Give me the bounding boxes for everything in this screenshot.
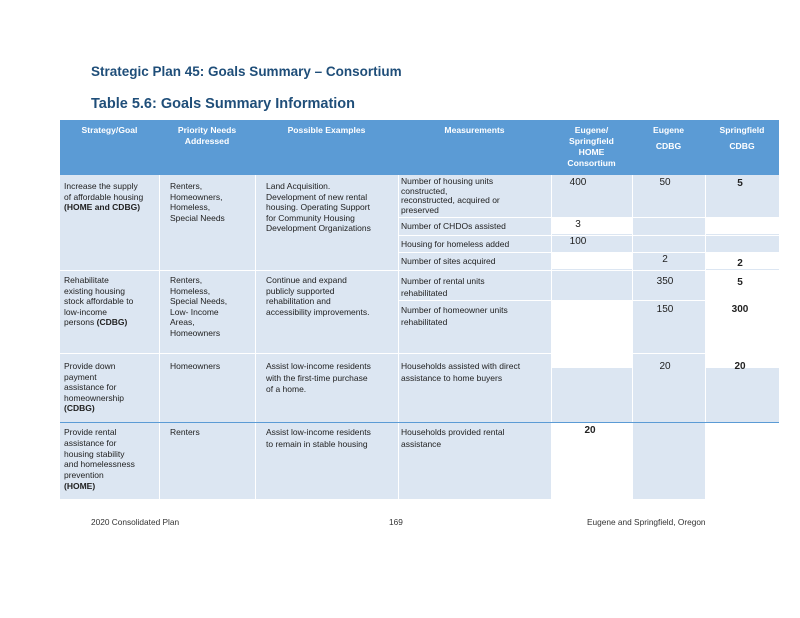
row1-need: Renters, [170, 181, 203, 191]
row3-needs [170, 361, 220, 372]
row4-goal-line: Provide rental [64, 427, 117, 437]
measure-line: Number of homeowner units [401, 305, 508, 315]
header-strategy: Strategy/Goal [81, 125, 138, 135]
measure-line: rehabilitated [401, 287, 448, 298]
row4-goal-line: assistance for [64, 437, 117, 448]
row4-goal-line: and homelessness [64, 459, 135, 470]
value-eugene-sites: 2 [662, 254, 668, 265]
section-title: Strategic Plan 45: Goals Summary – Consortium [91, 64, 402, 79]
footer-location: Eugene and Springfield, Oregon [587, 517, 706, 527]
header-springfield-line-1: Springfield [719, 125, 765, 135]
measure-line: reconstructed, acquired or [401, 195, 500, 205]
row1-example-line: Land Acquisition. [266, 181, 331, 191]
value-springfield-down-payment: 20 [734, 361, 746, 372]
value-springfield-rental-units: 5 [737, 277, 743, 288]
row4-goal [64, 427, 135, 492]
row2-goal-line: existing housing [64, 285, 125, 296]
header-springfield-line-2: CDBG [729, 141, 755, 151]
measure-homeowner-units [401, 305, 508, 328]
row2-example-line: publicly supported [266, 285, 335, 296]
measure-homeless-housing: Housing for homeless added [401, 239, 510, 249]
value-eugene-housing-units: 50 [659, 177, 671, 188]
header-priority-needs [159, 125, 255, 147]
row3-goal-line: Provide down [64, 361, 116, 371]
row4-example-line: Assist low-income residents [266, 427, 371, 437]
header-eugene-cdbg [632, 125, 705, 152]
row4-example-line: to remain in stable housing [266, 438, 368, 449]
table-title: Table 5.6: Goals Summary Information [91, 96, 356, 112]
row1-goal-line: Increase the supply [64, 181, 138, 191]
row3-goal [64, 361, 124, 414]
row3-example-line: with the first-time purchase [266, 372, 368, 383]
header-home-consortium [551, 125, 632, 169]
row2-need: Special Needs, [170, 296, 228, 306]
measure-line: assistance [401, 438, 442, 449]
row4-examples [266, 427, 371, 450]
value-eugene-down-payment: 20 [659, 361, 671, 372]
measure-line: Households assisted with direct [401, 361, 521, 371]
row2-need: Areas, [170, 317, 195, 327]
measure-line: Number of housing units [401, 176, 494, 186]
value-home-housing-units: 400 [569, 177, 587, 188]
row1-examples [266, 181, 371, 234]
value-home-homeless-housing: 100 [569, 236, 587, 247]
row1-needs [170, 181, 225, 223]
row2-need: Low- Income [170, 306, 219, 317]
header-priority-line-2: Addressed [184, 136, 230, 146]
row3-goal-program: (CDBG) [64, 403, 95, 413]
cell-white [552, 253, 632, 269]
value-springfield-homeowner-units: 300 [731, 304, 749, 315]
row2-goal-line [64, 317, 133, 328]
row2-goal-line: low-income [64, 306, 107, 317]
row1-example-line: Development Organizations [266, 223, 371, 233]
cell-white [706, 423, 779, 499]
row3-goal-line: assistance for [64, 382, 117, 392]
header-home-line-3: HOME [578, 147, 605, 157]
row3-example-line: Assist low-income residents [266, 361, 371, 371]
row4-goal-program: (HOME) [64, 480, 96, 491]
goals-summary-table [60, 120, 779, 499]
measure-rental-units [401, 276, 485, 299]
row4-needs [170, 427, 200, 438]
measure-rental-assistance [401, 427, 504, 450]
row1-need: Homeless, [170, 202, 211, 212]
row2-need: Renters, [170, 275, 203, 285]
footer-page-number: 169 [389, 517, 403, 527]
header-home-line-1: Eugene/ [574, 125, 609, 135]
measure-sites-acquired: Number of sites acquired [401, 256, 496, 266]
row2-need: Homeowners [170, 327, 221, 338]
measure-down-payment [401, 361, 520, 384]
row2-goal [64, 275, 133, 328]
row2-goal-program: (CDBG) [96, 317, 128, 327]
value-springfield-sites: 2 [737, 258, 743, 269]
row1-example-line: for Community Housing [266, 212, 355, 223]
row1-need: Homeowners, [170, 191, 223, 202]
measure-line: constructed, [401, 185, 448, 196]
value-eugene-homeowner-units: 150 [656, 304, 674, 315]
measure-housing-units [401, 177, 500, 215]
row2-example-line: Continue and expand [266, 275, 347, 285]
row2-example-line: rehabilitation and [266, 296, 331, 306]
row2-goal-line: stock affordable to [64, 296, 134, 306]
header-eugene-line-1: Eugene [652, 125, 685, 135]
row3-examples [266, 361, 371, 396]
value-springfield-housing-units: 5 [737, 178, 743, 189]
row2-examples [266, 275, 369, 317]
row3-goal-line: payment [64, 371, 97, 382]
row2-goal-line: Rehabilitate [64, 275, 109, 285]
row1-example-line: Development of new rental [266, 191, 368, 202]
row1-goal-line: of affordable housing [64, 191, 144, 202]
row3-example-line: of a home. [266, 384, 307, 394]
value-home-chdos: 3 [575, 219, 581, 230]
row2-needs [170, 275, 227, 338]
value-eugene-rental-units: 350 [656, 276, 674, 287]
row4-need: Renters [170, 427, 200, 437]
row1-need: Special Needs [170, 212, 225, 223]
row1-example-line: housing. Operating Support [266, 202, 370, 212]
cell-white [706, 218, 779, 234]
row2-example-line: accessibility improvements. [266, 306, 370, 317]
measure-line: rehabilitated [401, 316, 448, 327]
row2-need: Homeless, [170, 285, 211, 296]
measure-line: preserved [401, 204, 439, 215]
footer-document-name: 2020 Consolidated Plan [91, 517, 180, 527]
row1-goal-program: (HOME and CDBG) [64, 202, 141, 212]
header-home-line-2: Springfield [569, 136, 614, 146]
row3-goal-line: homeownership [64, 392, 125, 403]
header-springfield-cdbg [705, 125, 779, 152]
cell-white [552, 301, 632, 368]
measure-line: Number of rental units [401, 276, 485, 286]
header-home-line-4: Consortium [567, 158, 616, 168]
row3-need: Homeowners [170, 361, 221, 371]
row4-goal-line: housing stability [64, 448, 125, 459]
header-priority-line-1: Priority Needs [177, 125, 237, 135]
measure-line: Households provided rental [401, 427, 505, 437]
header-eugene-line-2: CDBG [655, 141, 682, 151]
measure-line: assistance to home buyers [401, 372, 503, 383]
measure-chdos: Number of CHDOs assisted [401, 221, 506, 231]
row1-goal [64, 181, 143, 213]
row4-goal-line: prevention [64, 470, 104, 481]
value-home-rental-assistance: 20 [584, 425, 596, 436]
header-possible-examples: Possible Examples [287, 125, 366, 135]
row2-goal-persons: persons [64, 317, 95, 327]
header-measurements: Measurements [444, 125, 505, 135]
